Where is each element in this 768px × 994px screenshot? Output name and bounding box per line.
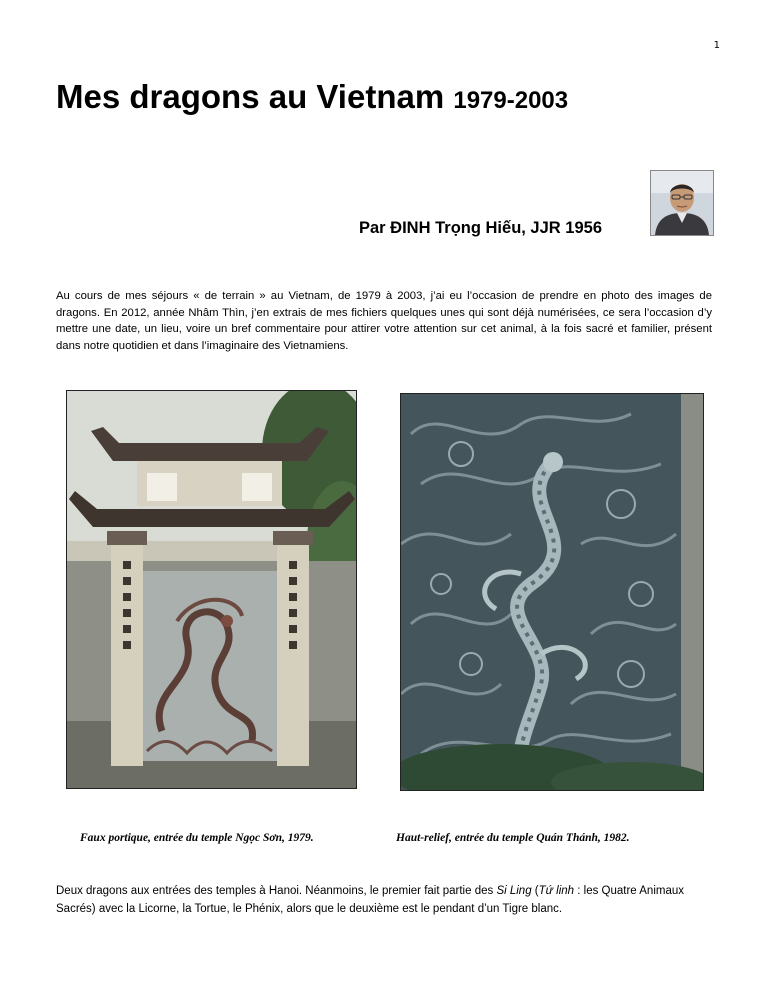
author-portrait-drawing [651, 171, 713, 235]
author-byline: Par ĐINH Trọng Hiếu, JJR 1956 [359, 219, 602, 237]
author-portrait [650, 170, 714, 236]
closing-text-before: Deux dragons aux entrées des temples à Hanoi. Néanmoins, le premier fait partie des [56, 885, 497, 897]
closing-text-after: : les Quatre Animaux Sacrés) avec la Licorne, la Tortue, le Phénix, alors que le deuxième est le pendant d’un Tigre blanc. [56, 885, 685, 915]
closing-paragraph [56, 883, 716, 918]
page-number: 1 [713, 40, 720, 51]
figure-caption-1: Faux portique, entrée du temple Ngọc Sơn, 1979. [80, 832, 314, 844]
title-years: 1979-2003 [453, 87, 569, 114]
term-tu-linh: Tứ linh [538, 885, 575, 897]
term-si-ling: Si Ling [496, 885, 532, 897]
photo-quan-thanh-relief-drawing [401, 394, 703, 790]
closing-paren-open: ( [531, 885, 539, 897]
page-title [56, 78, 568, 116]
intro-paragraph: Au cours de mes séjours « de terrain » au Vietnam, de 1979 à 2003, j’ai eu l’occasion de prendre en photo des images de dragons. En 2012, année Nhâm Thìn, j’en extrais de mes fichiers quelques unes qui sont déjà numérisées, ce sera l’occasion d’y mettre une date, un lieu, voire un bref commentaire pour attirer votre attention sur cet animal, à la fois sacré et familier, présent dans notre quotidien et dans l’imaginaire des Vietnamiens. [56, 290, 712, 352]
photo-ngoc-son-gate [66, 390, 357, 789]
title-main: Mes dragons au Vietnam [56, 78, 445, 115]
photo-quan-thanh-relief [400, 393, 704, 791]
figure-caption-2: Haut-relief, entrée du temple Quán Thánh, 1982. [396, 832, 630, 844]
photo-ngoc-son-gate-drawing [67, 391, 356, 788]
